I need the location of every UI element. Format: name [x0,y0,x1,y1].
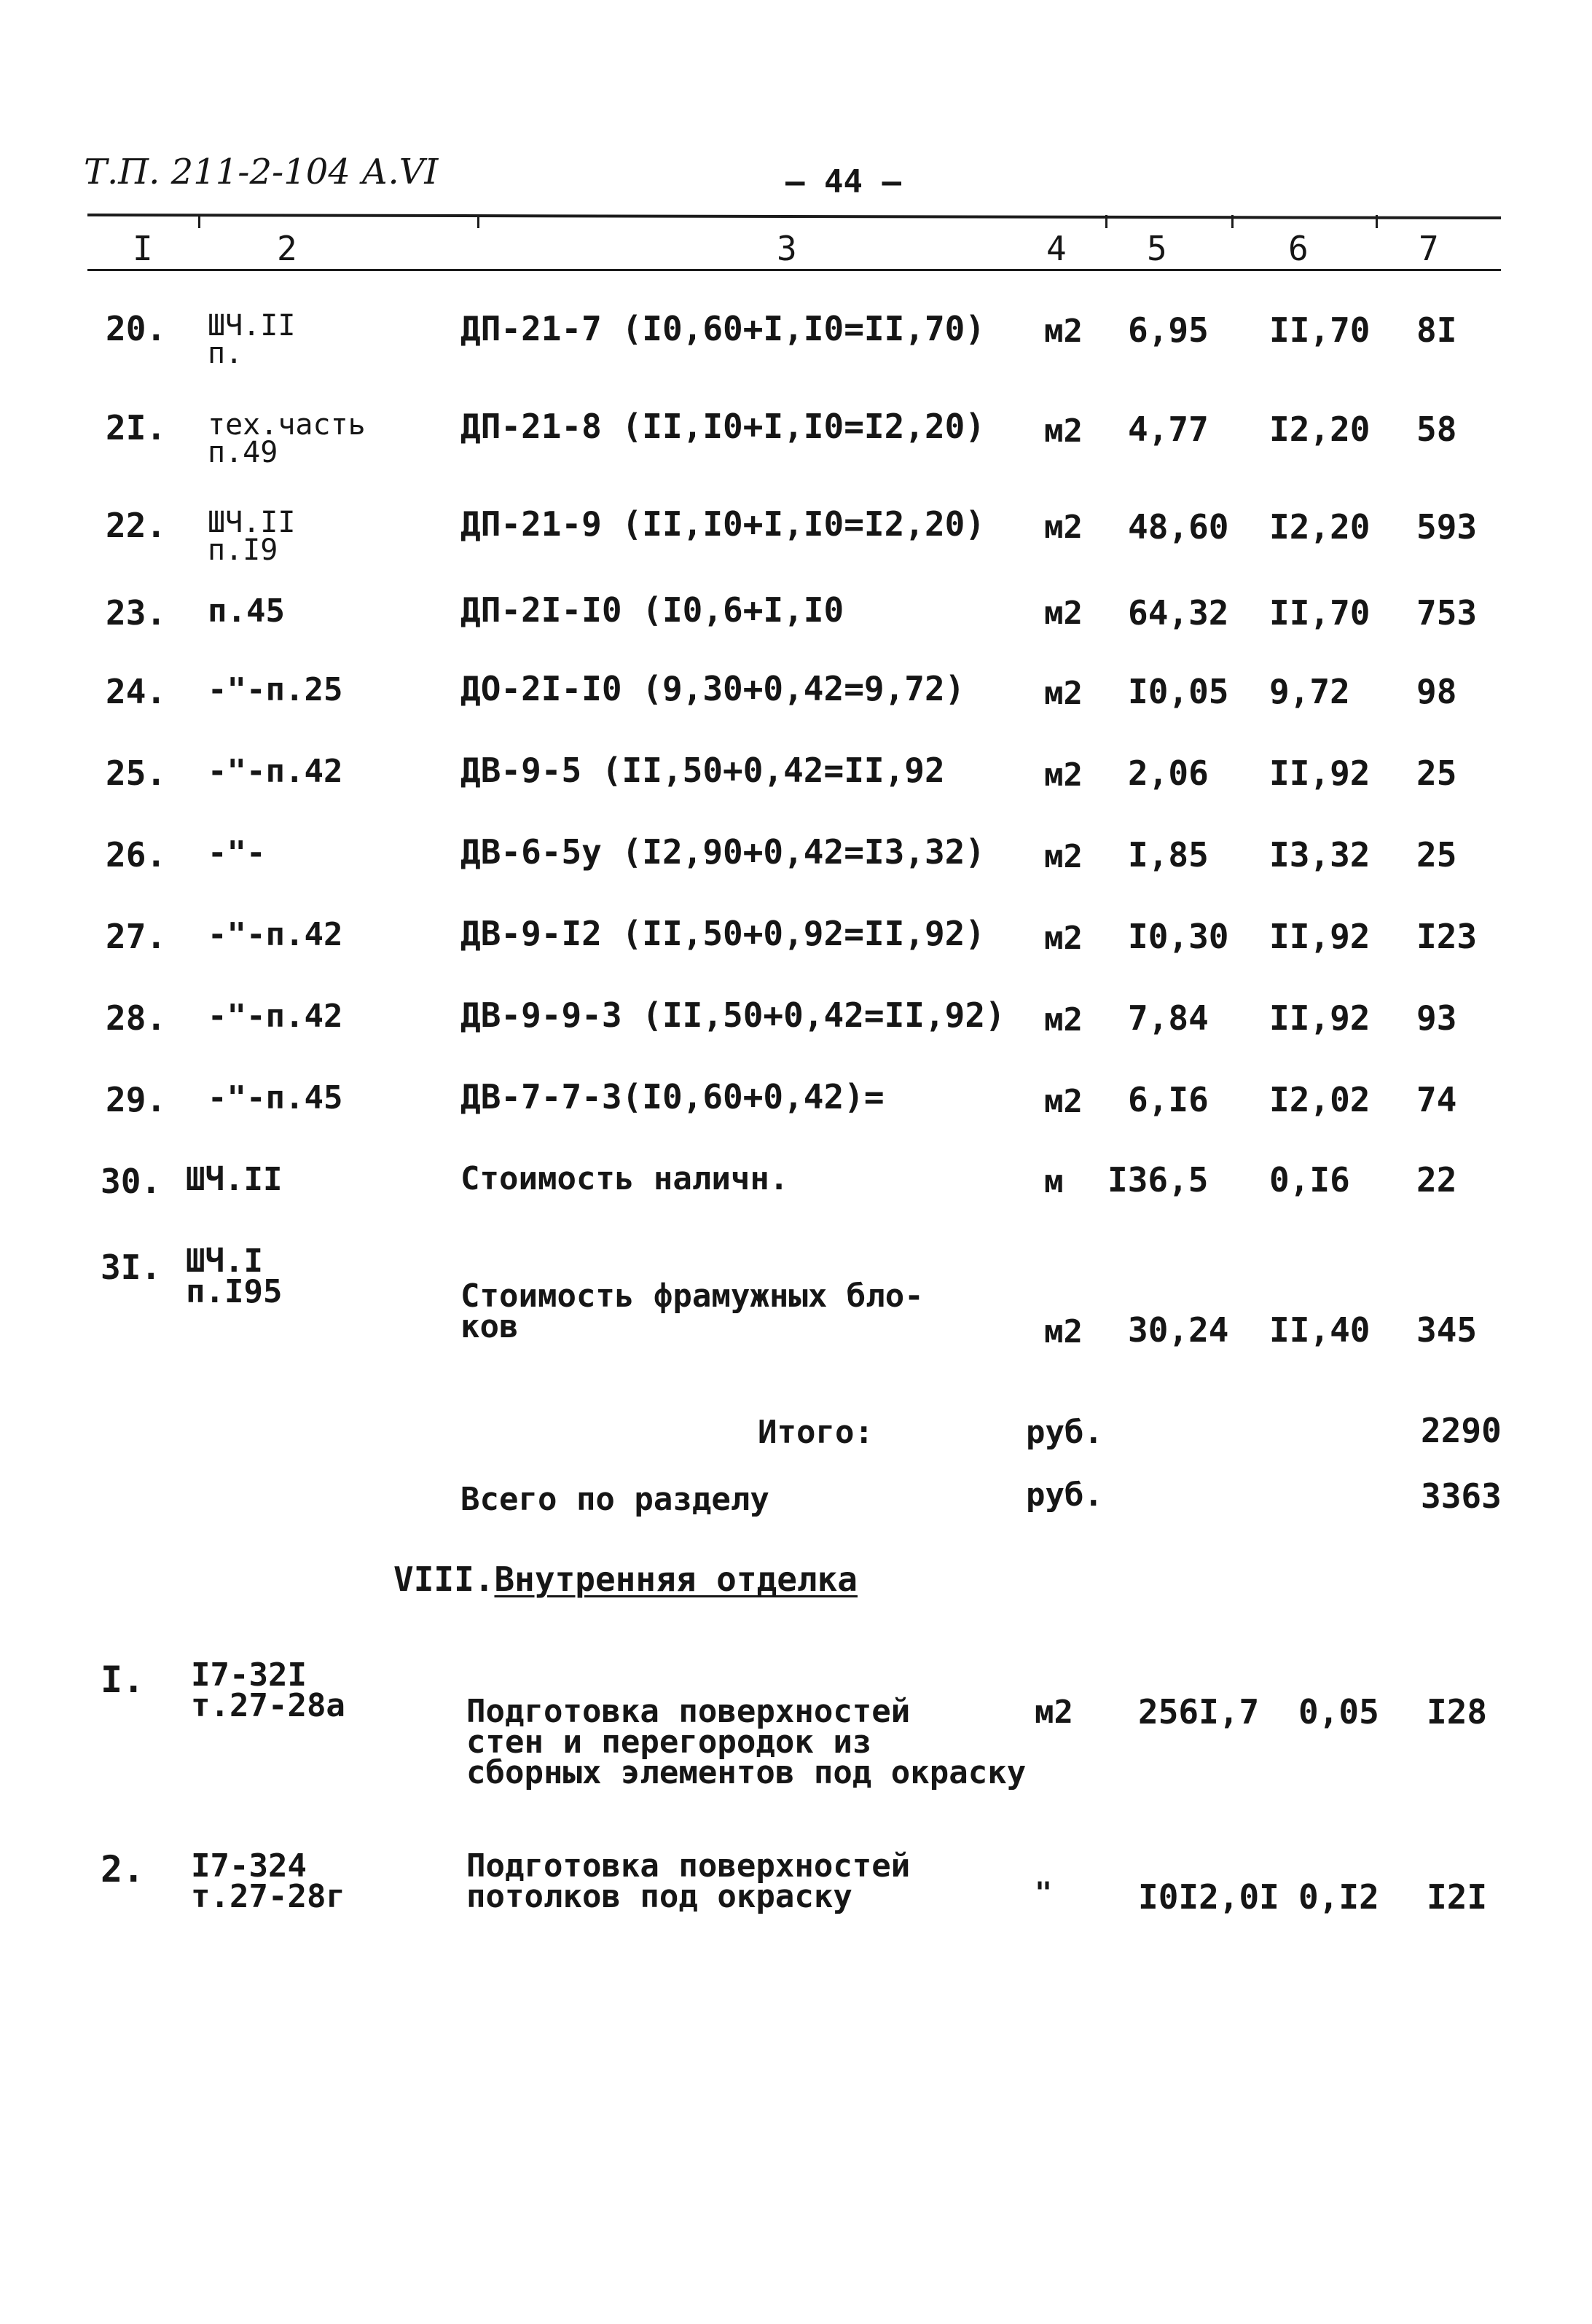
row-unit: м2 [1044,1001,1083,1038]
row-description: ДВ-9-I2 (II,50+0,92=II,92) [460,914,986,953]
row-price: I2,20 [1269,410,1371,449]
row-cost: I2I [1427,1877,1488,1917]
row-reference: ШЧ.II п. [208,309,296,371]
row-cost: 25 [1416,835,1457,875]
section-title: Внутренняя отделка [494,1560,858,1599]
row-price: I3,32 [1269,835,1371,875]
row-unit: м2 [1044,1313,1083,1350]
row-reference: -"-п.42 [208,998,343,1035]
row-cost: 74 [1416,1080,1457,1119]
row-reference: тех.часть п.49 [208,408,366,470]
header-bottom-rule [87,269,1501,271]
row-reference: -"-п.45 [208,1079,343,1116]
row-number: 28. [106,998,167,1038]
header-top-rule [87,214,1501,219]
row-cost: 98 [1416,672,1457,711]
row-cost: 58 [1416,410,1457,449]
row-number: 25. [106,754,167,793]
itogo-label: Итого: [758,1414,874,1451]
row-unit: м2 [1044,838,1083,875]
row-reference: ШЧ.I п.I95 [186,1243,283,1311]
row-description: ДП-2I-I0 (I0,6+I,I0 [460,590,844,630]
itogo-value: 2290 [1421,1411,1502,1450]
section-number: VIII. [393,1560,495,1599]
row-quantity: 7,84 [1128,998,1209,1038]
row-unit: " [1035,1877,1053,1910]
row-price: II,92 [1269,917,1371,956]
row-quantity: 2,06 [1128,754,1209,793]
row-number: I. [101,1659,145,1701]
row-description: ДВ-6-5у (I2,90+0,42=I3,32) [460,832,986,872]
column-header-3: 3 [777,229,797,268]
row-quantity: 30,24 [1128,1310,1229,1350]
column-header-5: 5 [1147,229,1167,268]
row-number: 22. [106,506,167,545]
row-quantity: 4,77 [1128,410,1209,449]
row-number: 29. [106,1080,167,1119]
row-reference: -"-п.42 [208,916,343,953]
row-unit: м2 [1044,509,1083,546]
row-quantity: I36,5 [1107,1160,1209,1200]
row-quantity: I0,05 [1128,672,1229,711]
row-price: 9,72 [1269,672,1350,711]
row-number: 3I. [101,1248,162,1287]
row-description: ДВ-9-9-3 (II,50+0,42=II,92) [460,995,1005,1035]
row-reference: I7-32I т.27-28а [191,1656,345,1725]
row-reference: -"-п.42 [208,753,343,790]
row-unit: м [1044,1163,1064,1200]
column-divider [1105,215,1107,228]
itogo-unit: руб. [1026,1414,1103,1451]
row-quantity: 256I,7 [1138,1692,1260,1732]
row-cost: 93 [1416,998,1457,1038]
row-unit: м2 [1044,412,1083,450]
row-cost: 593 [1416,507,1478,547]
row-unit: м2 [1044,920,1083,957]
row-cost: I23 [1416,917,1478,956]
row-number: 23. [106,593,167,633]
row-description: ДП-21-8 (II,I0+I,I0=I2,20) [460,407,986,446]
row-cost: 22 [1416,1160,1457,1200]
column-header-2: 2 [277,229,297,268]
row-unit: м2 [1044,313,1083,350]
row-unit: м2 [1044,675,1083,712]
row-reference: п.45 [208,592,285,630]
row-quantity: I0I2,0I [1138,1877,1279,1917]
row-number: 20. [106,309,167,348]
row-cost: 753 [1416,593,1478,633]
column-divider [198,215,200,228]
row-reference: ШЧ.II [186,1161,283,1198]
row-cost: 8I [1416,310,1457,350]
page-number: – 44 – [785,163,901,200]
row-unit: м2 [1035,1694,1073,1731]
document-code: Т.П. 211-2-104 А.VI [84,152,439,192]
row-description: ДВ-9-5 (II,50+0,42=II,92 [460,751,945,790]
row-description: ДП-21-9 (II,I0+I,I0=I2,20) [460,504,986,544]
row-description: Стоимость наличн. [460,1160,789,1197]
row-reference: ШЧ.II п.I9 [208,506,296,568]
row-quantity: 6,95 [1128,310,1209,350]
row-reference: -"- [208,834,266,872]
row-description: Подготовка поверхностей потолков под окраску [466,1847,911,1916]
row-quantity: 48,60 [1128,507,1229,547]
column-divider [477,215,479,228]
vsego-value: 3363 [1421,1476,1502,1516]
column-header-7: 7 [1419,229,1439,268]
row-reference: -"-п.25 [208,671,343,708]
row-quantity: I,85 [1128,835,1209,875]
row-price: II,92 [1269,998,1371,1038]
row-price: I2,02 [1269,1080,1371,1119]
column-header-1: I [133,229,153,268]
column-divider [1376,215,1378,228]
row-unit: м2 [1044,756,1083,794]
row-price: 0,I6 [1269,1160,1350,1200]
row-description: ДО-2I-I0 (9,30+0,42=9,72) [460,669,965,708]
section-heading [393,1560,858,1599]
row-reference: I7-324 т.27-28г [191,1847,345,1916]
row-quantity: I0,30 [1128,917,1229,956]
row-description: ДВ-7-7-3(I0,60+0,42)= [460,1077,885,1116]
row-price: II,70 [1269,593,1371,633]
row-description: Подготовка поверхностей стен и перегородок из сборных элементов под окраску [466,1693,1027,1792]
row-price: II,92 [1269,754,1371,793]
row-cost: I28 [1427,1692,1488,1732]
row-price: I2,20 [1269,507,1371,547]
row-number: 30. [101,1162,162,1201]
row-unit: м2 [1044,1083,1083,1120]
row-quantity: 6,I6 [1128,1080,1209,1119]
row-unit: м2 [1044,595,1083,632]
row-number: 26. [106,835,167,875]
row-quantity: 64,32 [1128,593,1229,633]
row-cost: 345 [1416,1310,1478,1350]
column-divider [1231,215,1234,228]
row-number: 27. [106,917,167,956]
row-number: 2. [101,1848,145,1890]
row-number: 24. [106,672,167,711]
row-price: 0,I2 [1298,1877,1379,1917]
row-description: Стоимость фрамужных бло- ков [460,1278,924,1346]
vsego-unit: руб. [1026,1476,1103,1514]
column-header-6: 6 [1288,229,1309,268]
row-price: 0,05 [1298,1692,1379,1732]
row-price: II,40 [1269,1310,1371,1350]
vsego-label: Всего по разделу [460,1481,769,1518]
column-header-4: 4 [1046,229,1067,268]
row-price: II,70 [1269,310,1371,350]
row-number: 2I. [106,408,167,447]
row-description: ДП-21-7 (I0,60+I,I0=II,70) [460,309,986,348]
row-cost: 25 [1416,754,1457,793]
